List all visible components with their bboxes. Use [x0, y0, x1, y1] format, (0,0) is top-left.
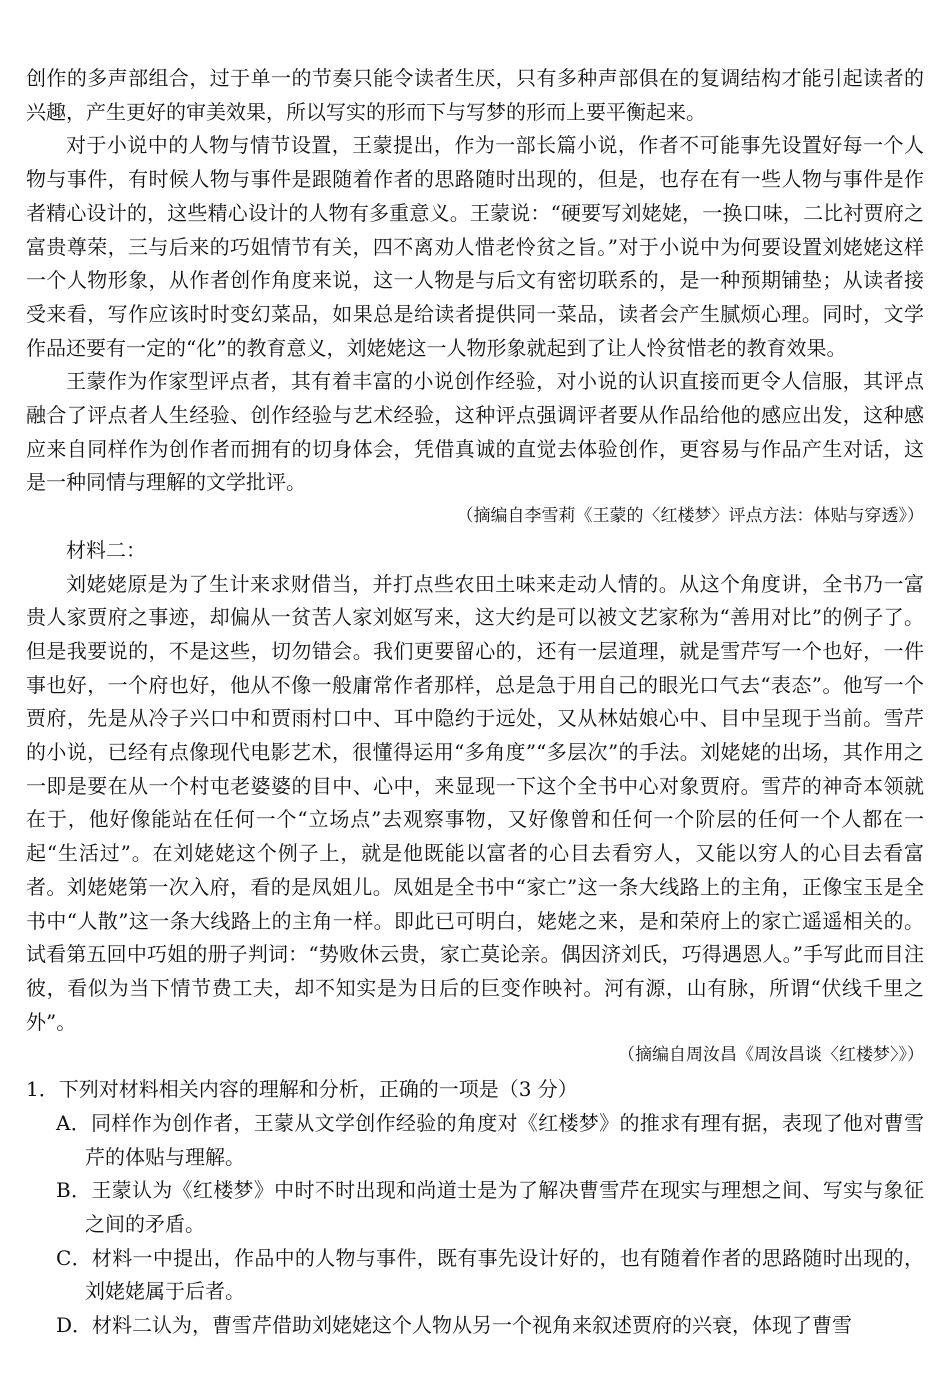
question-1-stem: 1．下列对材料相关内容的理解和分析，正确的一项是（3 分） [26, 1077, 578, 1102]
option-b: B．王蒙认为《红楼梦》中时不时出现和尚道士是为了解决曹雪芹在现实与理想之间、写实与象征之间的矛盾。 [56, 1178, 924, 1236]
material-two-paragraph: 刘姥姥原是为了生计来求财借当，并打点些农田土味来走动人情的。从这个角度讲，全书乃一富贵人家贾府之事迹，却偏从一贫苦人家刘妪写来，这大约是可以被文艺家称为“善用对比”的例子了。但是我要说的，不是这些，切勿错会。我们更要留心的，还有一层道理，就是雪芹写一个也好，一件事也好，一个府也好，他从不像一般庸常作者那样，总是急于用自己的眼光口气去“表态”。他写一个贾府，先是从冷子兴口中和贾雨村口中、耳中隐约于远处，又从林姑娘心中、目中呈现于当前。雪芹的小说，已经有点像现代电影艺术，很懂得运用“多角度”“多层次”的手法。刘姥姥的出场，其作用之一即是要在从一个村屯老婆婆的目中、心中，来显现一下这个全书中心对象贾府。雪芹的神奇本领就在于，他好像能站在任何一个“立场点”去观察事物，又好像曾和任何一个阶层的任何一个人都在一起“生活过”。在刘姥姥这个例子上，就是他既能以富者的心目去看穷人，又能以穷人的心目去看富者。刘姥姥第一次入府，看的是凤姐儿。凤姐是全书中“家亡”这一条大线路上的主角，正像宝玉是全书中“人散”这一条大线路上的主角一样。即此已可明白，姥姥之来，是和荣府上的家亡遥遥相关的。试看第五回中巧姐的册子判词：“势败休云贵，家亡莫论亲。偶因济刘氏，巧得遇恩人。”手写此而目注彼，看似为当下情节费工夫，却不知实是为日后的巨变作映衬。河有源，山有脉，所谓“伏线千里之外”。 [26, 571, 924, 1034]
option-a: A．同样作为创作者，王蒙从文学创作经验的角度对《红楼梦》的推求有理有据，表现了他对曹雪芹的体贴与理解。 [56, 1110, 924, 1169]
option-d: D．材料二认为，曹雪芹借助刘姥姥这个人物从另一个视角来叙述贾府的兴衰，体现了曹雪 [56, 1313, 853, 1338]
material-one-paragraph-1: 创作的多声部组合，过于单一的节奏只能令读者生厌，只有多种声部俱在的复调结构才能引起读者的兴趣，产生更好的审美效果，所以写实的形而下与写梦的形而上要平衡起来。 [26, 66, 924, 124]
material-one-paragraph-3: 王蒙作为作家型评点者，其有着丰富的小说创作经验，对小说的认识直接而更令人信服，其评点融合了评点者人生经验、创作经验与艺术经验，这种评点强调评者要从作品给他的感应出发，这种感应来自同样作为创作者而拥有的切身体会，凭借真诚的直觉去体验创作，更容易与作品产生对话，这是一种同情与理解的文学批评。 [26, 369, 924, 495]
material-two-source: （摘编自周汝昌《周汝昌谈〈红楼梦〉》） [618, 1045, 924, 1066]
option-c: C．材料一中提出，作品中的人物与事件，既有事先设计好的，也有随着作者的思路随时出现的，刘姥姥属于后者。 [56, 1245, 924, 1304]
exam-page [26, 62, 924, 1343]
material-one-source: （摘编自李雪莉《王蒙的〈红楼梦〉评点方法：体贴与穿透》） [456, 506, 924, 527]
material-two-heading: 材料二： [66, 537, 146, 562]
material-one-paragraph-2: 对于小说中的人物与情节设置，王蒙提出，作为一部长篇小说，作者不可能事先设置好每一个人物与事件，有时候人物与事件是跟随着作者的思路随时出现的，但是，也存在有一些人物与事件是作者精心设计的，这些精心设计的人物有多重意义。王蒙说：“硬要写刘姥姥，一换口味，二比衬贾府之富贵尊荣，三与后来的巧姐情节有关，四不离劝人惜老怜贫之旨。”对于小说中为何要设置刘姥姥这样一个人物形象，从作者创作角度来说，这一人物是与后文有密切联系的，是一种预期铺垫；从读者接受来看，写作应该时时变幻菜品，如果总是给读者提供同一菜品，读者会产生腻烦心理。同时，文学作品还要有一定的“化”的教育意义，刘姥姥这一人物形象就起到了让人怜贫惜老的教育效果。 [26, 133, 924, 360]
